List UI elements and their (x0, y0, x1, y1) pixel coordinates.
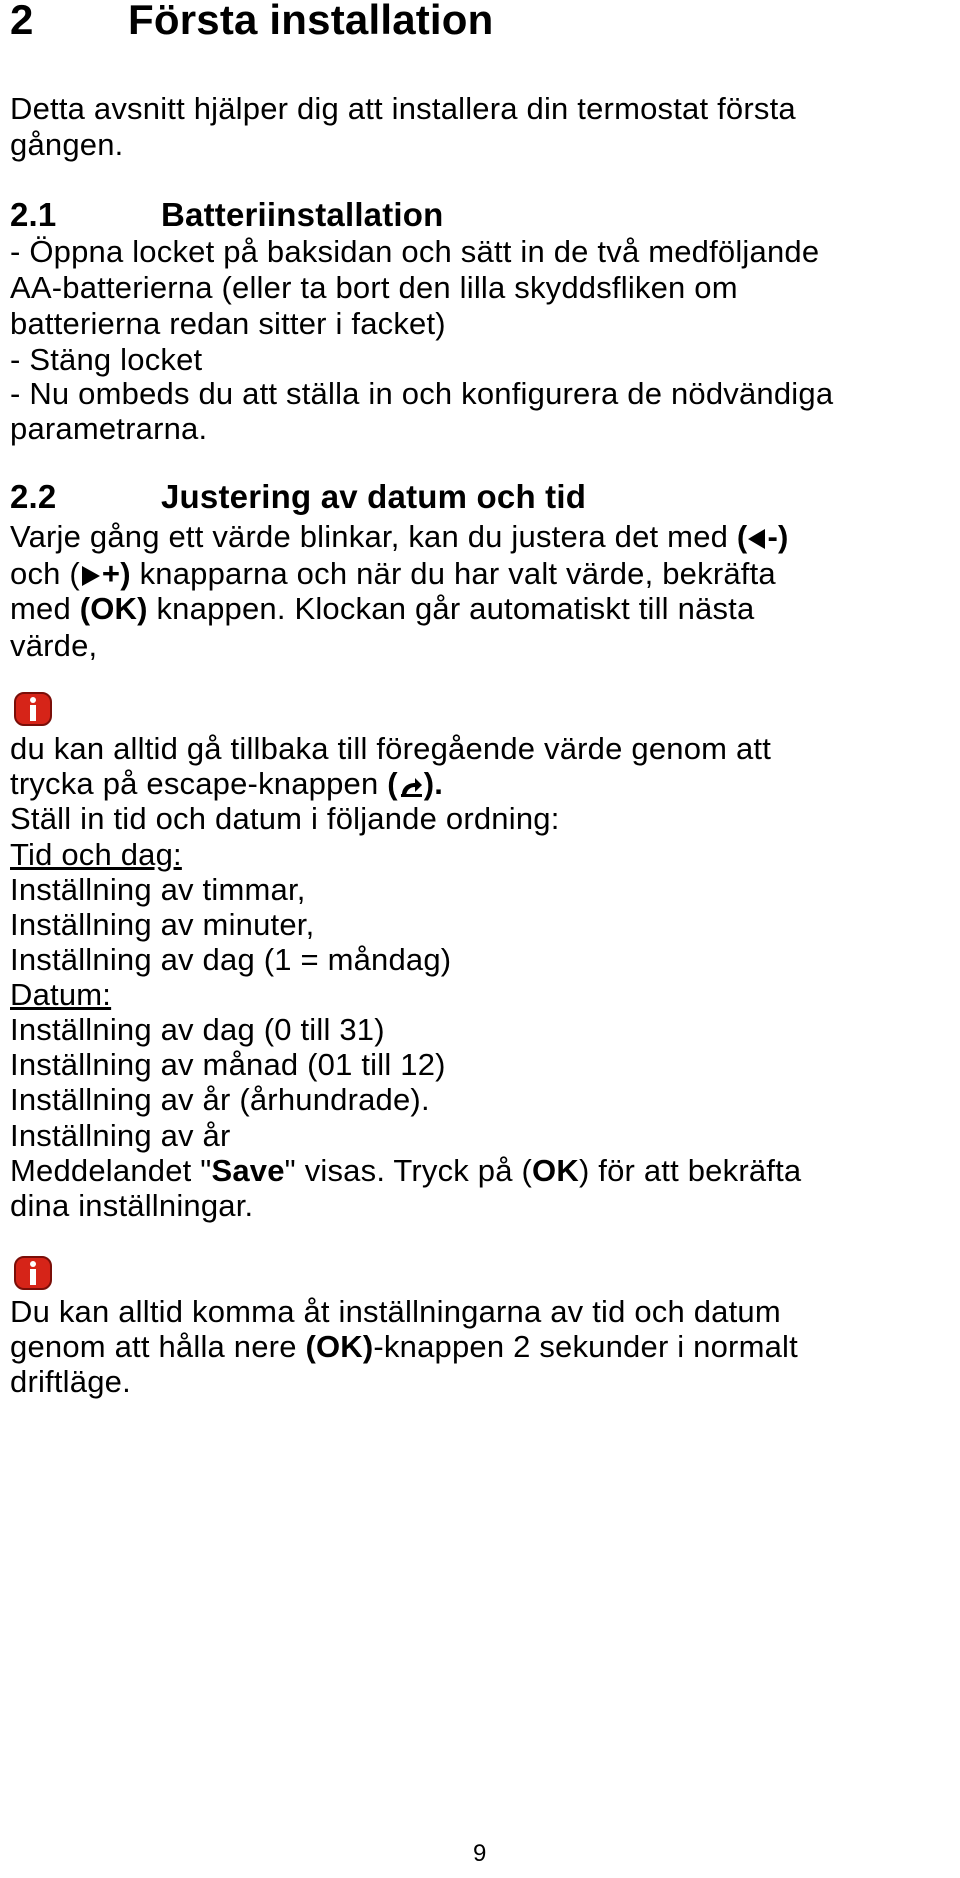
battery-line-3: batterierna redan sitter i facket) (10, 306, 446, 341)
text: trycka på escape-knappen (10, 766, 388, 801)
info-icon (14, 1256, 52, 1290)
date-item: Inställning av månad (01 till 12) (10, 1047, 446, 1082)
text: knapparna och när du har valt värde, bekräfta (130, 556, 776, 591)
ok-label: (OK) (79, 591, 148, 626)
datetime-p1-line-2 (10, 555, 776, 593)
note2-line-3: driftläge. (10, 1364, 131, 1399)
battery-line-5: - Nu ombeds du att ställa in och konfigurera de nödvändiga (10, 376, 834, 411)
battery-line-4: - Stäng locket (10, 342, 203, 377)
minus-label: -) (767, 519, 789, 554)
left-triangle-icon (747, 528, 767, 550)
text: knappen. Klockan går automatiskt till nästa (147, 591, 755, 626)
text: och ( (10, 556, 80, 591)
note1-line-2 (10, 765, 443, 803)
date-item: Inställning av år (århundrade). (10, 1082, 430, 1117)
chapter-number: 2 (10, 0, 34, 43)
chapter-title: Första installation (128, 0, 494, 43)
section-number: 2.1 (10, 196, 57, 233)
battery-line-1: - Öppna locket på baksidan och sätt in de två medföljande (10, 234, 820, 269)
section-title: Batteriinstallation (161, 196, 444, 233)
paren: ( (387, 766, 398, 801)
save-line-1 (10, 1152, 801, 1190)
intro-line-2: gången. (10, 127, 124, 162)
section-heading-battery (10, 196, 444, 234)
time-item: Inställning av minuter, (10, 907, 315, 942)
paren: ( (736, 519, 748, 554)
text: genom att hålla nere (10, 1329, 306, 1364)
section-title: Justering av datum och tid (161, 478, 587, 515)
text: -knappen 2 sekunder i normalt (373, 1329, 798, 1364)
datetime-p1-line-3 (10, 590, 754, 628)
date-item: Inställning av dag (0 till 31) (10, 1012, 385, 1047)
text: ) för att bekräfta (578, 1153, 802, 1188)
battery-line-2: AA-batterierna (eller ta bort den lilla skyddsfliken om (10, 270, 738, 305)
datetime-p1-line-1 (10, 518, 788, 556)
date-heading: Datum: (10, 977, 112, 1012)
date-item: Inställning av år (10, 1118, 231, 1153)
escape-arrow-icon (398, 773, 424, 799)
save-line-2: dina inställningar. (10, 1188, 254, 1223)
order-intro: Ställ in tid och datum i följande ordning: (10, 801, 560, 836)
note2-line-2 (10, 1328, 798, 1366)
text: " visas. Tryck på ( (284, 1153, 533, 1188)
plus-label: +) (101, 556, 131, 591)
text: Varje gång ett värde blinkar, kan du justera det med (10, 519, 737, 554)
chapter-heading (10, 0, 494, 44)
note1-line-1: du kan alltid gå tillbaka till föregående värde genom att (10, 731, 772, 766)
paren: ). (423, 766, 444, 801)
page-number: 9 (473, 1840, 487, 1867)
section-heading-datetime (10, 478, 586, 516)
text: Meddelandet " (10, 1153, 212, 1188)
save-word: Save (211, 1153, 285, 1188)
text: med (10, 591, 80, 626)
datetime-p1-line-4: värde, (10, 628, 98, 663)
section-number: 2.2 (10, 478, 57, 515)
battery-line-6: parametrarna. (10, 411, 208, 446)
note2-line-1: Du kan alltid komma åt inställningarna av tid och datum (10, 1294, 781, 1329)
time-item: Inställning av timmar, (10, 872, 306, 907)
ok-word: OK (532, 1153, 579, 1188)
ok-label: (OK) (305, 1329, 374, 1364)
info-icon (14, 692, 52, 726)
right-triangle-icon (80, 565, 102, 587)
time-item: Inställning av dag (1 = måndag) (10, 942, 452, 977)
intro-line-1: Detta avsnitt hjälper dig att installera din termostat första (10, 91, 796, 126)
time-heading: Tid och dag: (10, 837, 182, 872)
